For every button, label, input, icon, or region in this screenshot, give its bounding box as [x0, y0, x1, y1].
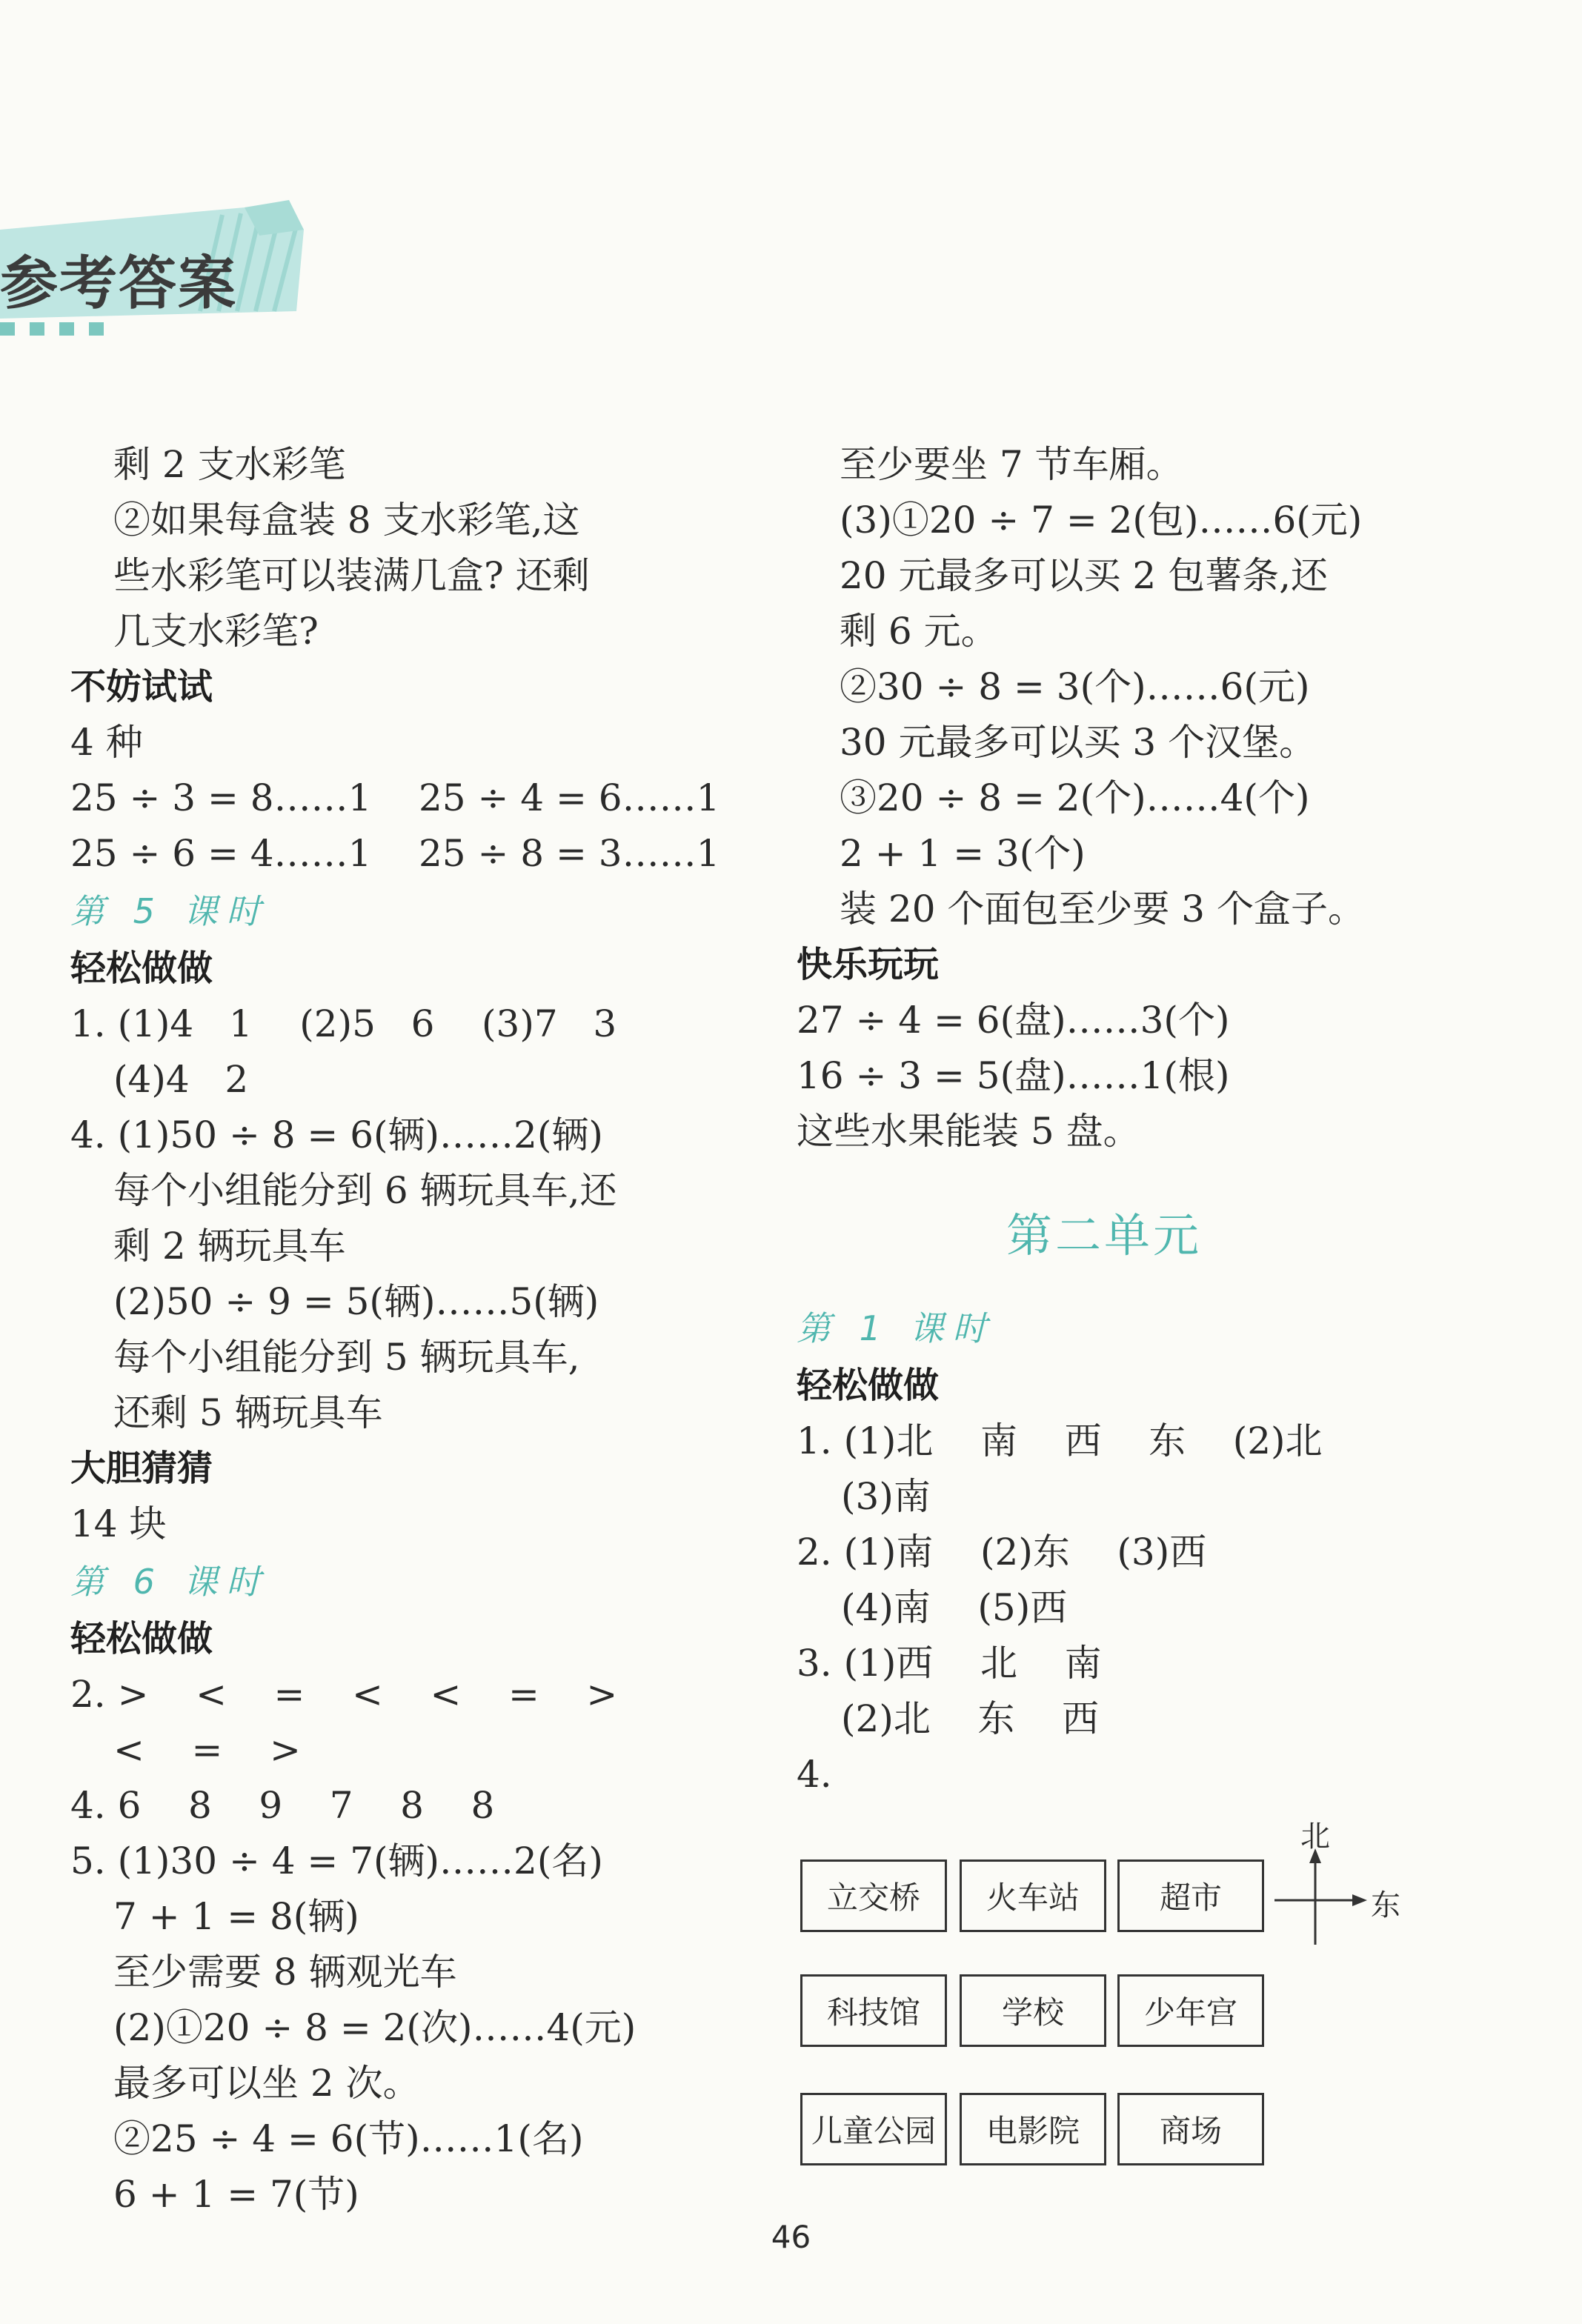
answer-line: 6 + 1 = 7(节): [113, 2173, 359, 2216]
section-heading: 轻松做做: [70, 948, 213, 989]
place-box: 火车站: [960, 1859, 1106, 1932]
place-box: 儿童公园: [800, 2093, 947, 2165]
unit-title: 第二单元: [1006, 1208, 1202, 1262]
answer-line: 2. (1)南 (2)东 (3)西: [797, 1531, 1207, 1574]
answer-line: (2)①20 ÷ 8 = 2(次)……4(元): [113, 2006, 637, 2049]
section-heading: 轻松做做: [797, 1365, 940, 1406]
answer-line: (2)50 ÷ 9 = 5(辆)……5(辆): [113, 1280, 599, 1323]
answer-line: 至少要坐 7 节车厢。: [840, 443, 1183, 486]
answer-line: ②如果每盒装 8 支水彩笔,这: [113, 499, 580, 542]
right-column: [797, 437, 1538, 1802]
answer-line: 27 ÷ 4 = 6(盘)……3(个): [797, 999, 1230, 1042]
section-heading: 不妨试试: [70, 666, 213, 707]
answer-line: 每个小组能分到 5 辆玩具车,: [113, 1336, 580, 1379]
answer-line: 几支水彩笔?: [113, 610, 319, 653]
answer-line: 1. (1)4 1 (2)5 6 (3)7 3: [70, 1002, 617, 1045]
answer-line: < = >: [113, 1728, 301, 1771]
answer-line: 剩 2 辆玩具车: [113, 1225, 346, 1268]
answer-line: 剩 6 元。: [840, 610, 998, 653]
answer-line: 至少需要 8 辆观光车: [113, 1951, 457, 1994]
section-heading: 大胆猜猜: [70, 1448, 213, 1489]
compass-north-label: 北: [1300, 1819, 1330, 1854]
answer-line: 3. (1)西 北 南: [797, 1642, 1102, 1685]
section-heading: 轻松做做: [70, 1618, 213, 1659]
section-heading: 快乐玩玩: [797, 944, 940, 985]
answer-header: [0, 200, 370, 348]
answer-line: 每个小组能分到 6 辆玩具车,还: [113, 1169, 617, 1212]
place-box: 商场: [1117, 2093, 1264, 2165]
compass: [1271, 1819, 1404, 1945]
answer-line: 5. (1)30 ÷ 4 = 7(辆)……2(名): [70, 1839, 603, 1882]
answer-line: 这些水果能装 5 盘。: [797, 1110, 1140, 1153]
answer-line: (3)南: [841, 1475, 931, 1518]
answer-line: (2)北 东 西: [841, 1697, 1099, 1740]
answer-line: ③20 ÷ 8 = 2(个)……4(个): [840, 776, 1310, 819]
answer-line: ②30 ÷ 8 = 3(个)……6(元): [840, 665, 1310, 708]
answer-line: 25 ÷ 3 = 8……1 25 ÷ 4 = 6……1: [70, 776, 720, 819]
page-number: 46: [771, 2219, 811, 2255]
place-box: 科技馆: [800, 1974, 947, 2047]
answer-line: 14 块: [70, 1502, 167, 1545]
header-title: 参考答案: [0, 250, 238, 317]
answer-line: 2. > < = < < = >: [70, 1673, 618, 1716]
answer-line: (4)4 2: [113, 1058, 249, 1101]
answer-line: 些水彩笔可以装满几盒? 还剩: [113, 554, 590, 597]
answer-line: 16 ÷ 3 = 5(盘)……1(根): [797, 1054, 1230, 1097]
answer-line: 还剩 5 辆玩具车: [113, 1391, 383, 1434]
left-column: [70, 437, 760, 2223]
answer-line: 30 元最多可以买 3 个汉堡。: [840, 721, 1317, 764]
lesson-title: 第 1 课时: [797, 1308, 996, 1348]
answer-line: 25 ÷ 6 = 4……1 25 ÷ 8 = 3……1: [70, 832, 720, 875]
answer-line: 装 20 个面包至少要 3 个盒子。: [840, 888, 1366, 930]
answer-line: (3)①20 ÷ 7 = 2(包)……6(元): [840, 499, 1363, 542]
place-box: 立交桥: [800, 1859, 947, 1932]
lesson-title: 第 5 课时: [70, 891, 270, 931]
place-box: 学校: [960, 1974, 1106, 2047]
answer-line: 4 种: [70, 721, 143, 764]
answer-line: 4. 6 8 9 7 8 8: [70, 1784, 495, 1827]
lesson-title: 第 6 课时: [70, 1562, 270, 1602]
answer-line: ②25 ÷ 4 = 6(节)……1(名): [113, 2117, 584, 2160]
compass-east-label: 东: [1371, 1888, 1400, 1922]
answer-line: 最多可以坐 2 次。: [113, 2062, 420, 2105]
place-box: 电影院: [960, 2093, 1106, 2165]
answer-line: 20 元最多可以买 2 包薯条,还: [840, 554, 1329, 597]
answer-line: 1. (1)北 南 西 东 (2)北: [797, 1419, 1323, 1462]
answer-line: 7 + 1 = 8(辆): [113, 1895, 359, 1938]
answer-line: 4. (1)50 ÷ 8 = 6(辆)……2(辆): [70, 1113, 603, 1156]
answer-line: 4.: [797, 1753, 832, 1796]
answer-line: (4)南 (5)西: [841, 1586, 1068, 1629]
place-box: 少年宫: [1117, 1974, 1264, 2047]
answer-line: 2 + 1 = 3(个): [840, 832, 1086, 875]
place-box: 超市: [1117, 1859, 1264, 1932]
answer-line: 剩 2 支水彩笔: [113, 443, 346, 486]
